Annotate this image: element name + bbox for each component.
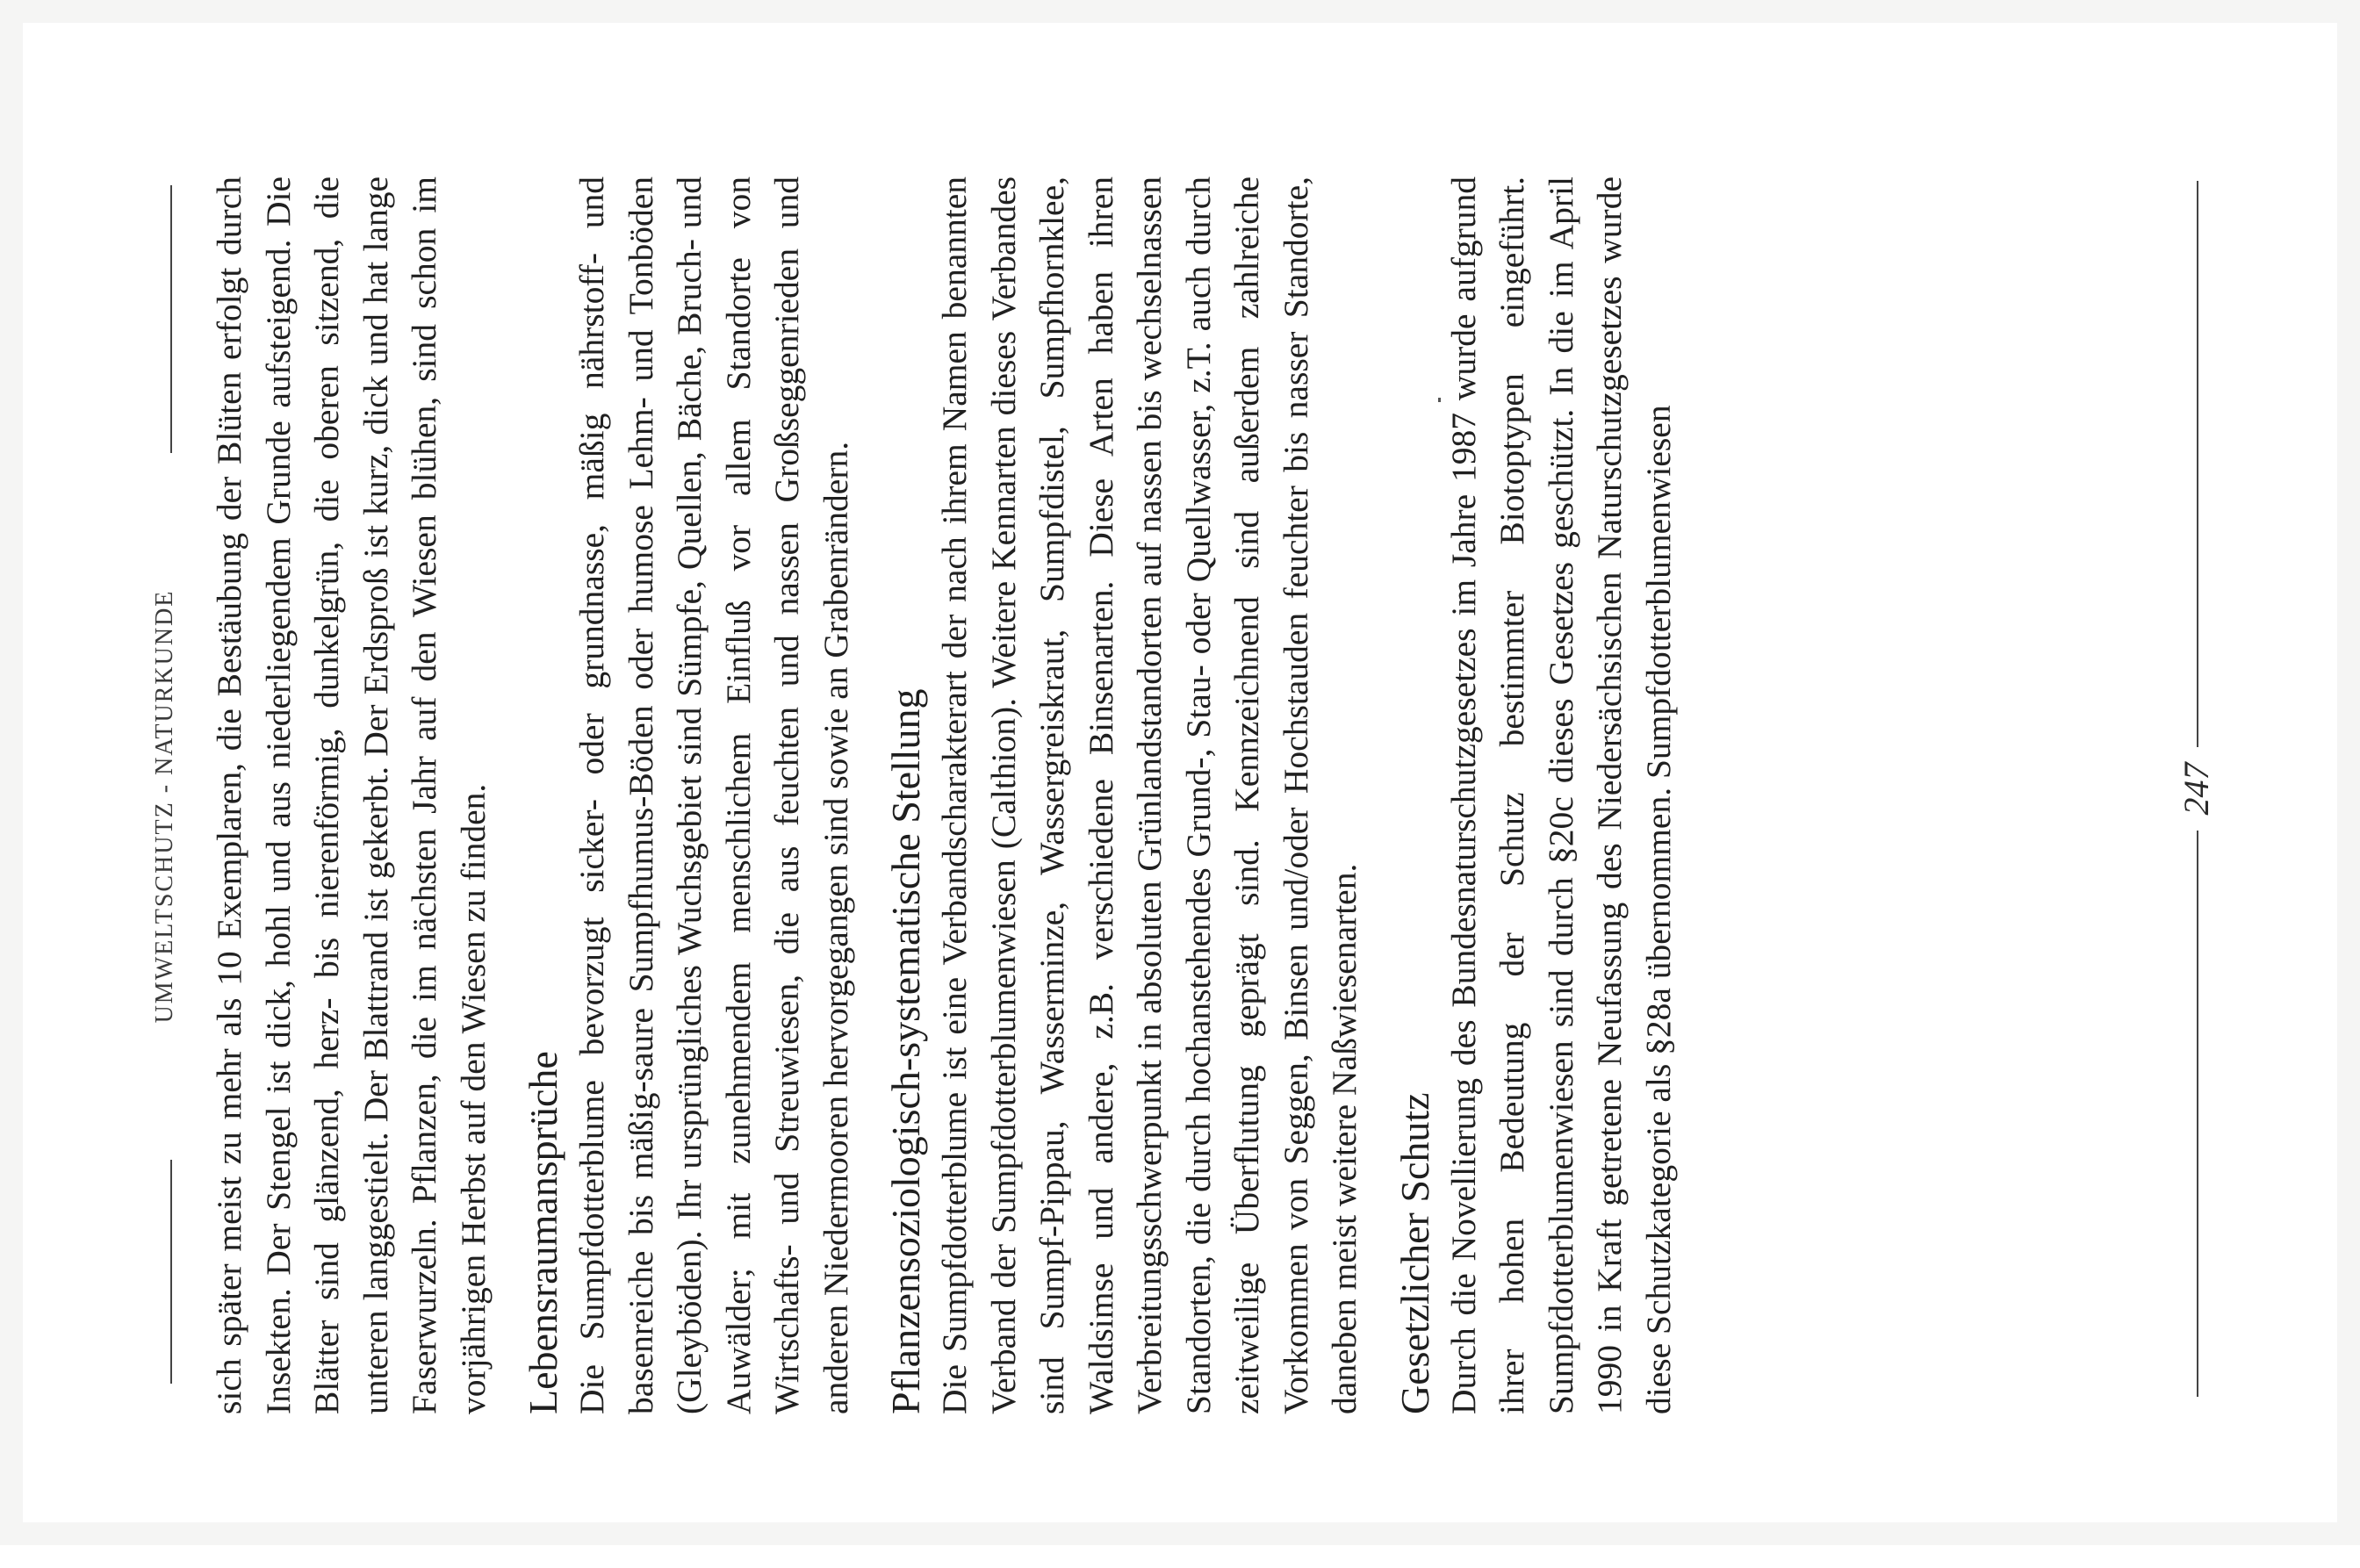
intro-paragraph: sich später meist zu mehr als 10 Exemplaren, die Bestäubung der Blüten erfolgt durch Insekten. Der Stengel ist dick, hohl und aus niederliegendem Grunde aufsteigend. Die Blätter sind glänzend, herz- bis nierenförmig, dunkelgrün, die oberen sitzend, die unteren langgestielt. Der Blattrand ist gekerbt. Der Erdsproß ist kurz, dick und hat lange Faserwurzeln. Pflanzen, die im nächsten Jahr auf den Wiesen blühen, sind schon im vorjährigen Herbst auf den Wiesen zu finden. bbox=[210, 176, 493, 1414]
heading-pflanzensoziologie: Pflanzensoziologisch-systematische Stellung bbox=[883, 688, 928, 1414]
paper-sheet bbox=[23, 23, 2337, 1522]
scan-speck bbox=[1438, 398, 1441, 402]
footer-rule-left bbox=[2197, 831, 2198, 1397]
book-page bbox=[23, 23, 2360, 1568]
header-rule-right bbox=[170, 185, 172, 453]
footer-rule-right bbox=[2197, 181, 2198, 747]
paragraph-gesetzlicher-schutz: Durch die Novellierung des Bundesnaturschutzgesetzes im Jahre 1987 wurde aufgrund ihrer hohen Bedeutung der Schutz bestimmter Biotoptypen eingeführt. Sumpfdotterblumenwiesen sind durch §20c dieses Gesetzes geschützt. In die im April 1990 in Kraft getretene Neufassung des Niedersächsischen Naturschutzgesetzes wurde diese Schutzkategorie als §28a übernommen. Sumpfdotterblumenwiesen bbox=[1443, 176, 1678, 1414]
body-text bbox=[205, 176, 1683, 1414]
page-number: 247 bbox=[2177, 762, 2216, 816]
paragraph-lebensraumansprueche: Die Sumpfdotterblume bevorzugt sicker- oder grundnasse, mäßig nährstoff- und basenreiche bis mäßig-saure Sumpfhumus-Böden oder humose Lehm- und Tonböden (Gleyböden). Ihr ursprüngliches Wuchsgebiet sind Sümpfe, Quellen, Bäche, Bruch- und Auwälder; mit zunehmendem menschlichem Einfluß vor allem Standorte von Wirtschafts- und Streuwiesen, die aus feuchten und nassen Großseggenrieden und anderen Niedermooren hervorgegangen sind sowie an Grabenrändern. bbox=[572, 176, 855, 1414]
paragraph-pflanzensoziologie: Die Sumpfdotterblume ist eine Verbandscharakterart der nach ihrem Namen benannten Verband der Sumpfdotterblumenwiesen (Calthion). Weitere Kennarten dieses Verbandes sind Sumpf-Pippau, Wasserminze, Wassergreiskraut, Sumpfdistel, Sumpfhornklee, Waldsimse und andere, z.B. verschiedene Binsenarten. Diese Arten haben ihren Verbreitungsschwerpunkt in absoluten Grünlandstandorten auf nassen bis wechselnassen Standorten, die durch hochanstehendes Grund-, Stau- oder Quellwasser, z.T. auch durch zeitweilige Überflutung geprägt sind. Kennzeichnend sind außerdem zahlreiche Vorkommen von Seggen, Binsen und/oder Hochstauden feuchter bis nasser Standorte, daneben meist weitere Naßwiesenarten. bbox=[935, 176, 1363, 1414]
header-rule-left bbox=[170, 1160, 172, 1384]
heading-lebensraumansprueche: Lebensraumansprüche bbox=[521, 1051, 565, 1414]
running-header: UMWELTSCHUTZ - NATURKUNDE bbox=[151, 589, 178, 1024]
heading-gesetzlicher-schutz: Gesetzlicher Schutz bbox=[1392, 1092, 1437, 1414]
